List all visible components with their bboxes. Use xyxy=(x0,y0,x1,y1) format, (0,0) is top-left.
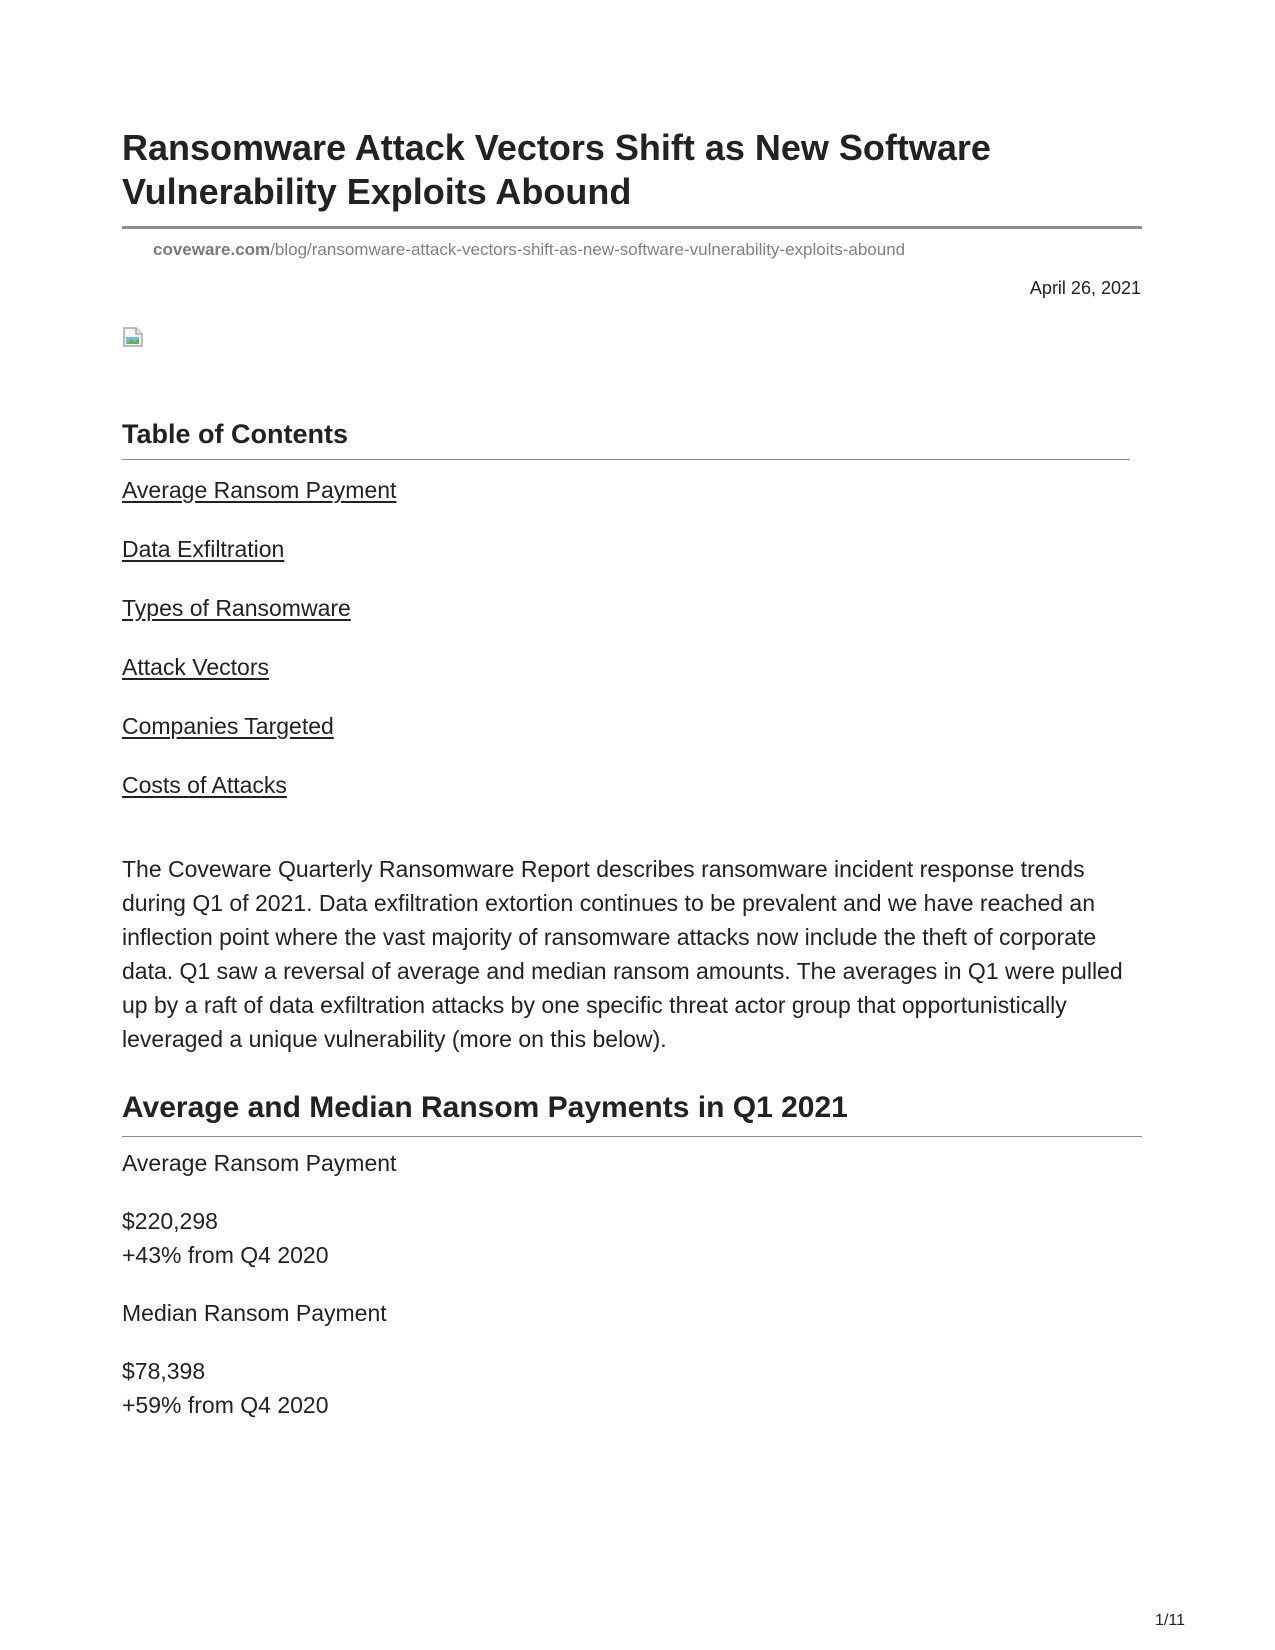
toc-heading: Table of Contents xyxy=(122,419,348,449)
section-divider xyxy=(122,1136,1142,1137)
source-url[interactable] xyxy=(153,240,905,260)
source-domain: coveware.com xyxy=(153,240,271,259)
toc-link-average-ransom-payment[interactable]: Average Ransom Payment xyxy=(122,477,397,503)
page-number: 1/11 xyxy=(1155,1612,1185,1629)
article-title: Ransomware Attack Vectors Shift as New Software Vulnerability Exploits Abound xyxy=(122,127,991,212)
broken-image-icon xyxy=(122,326,144,348)
toc-link-attack-vectors[interactable]: Attack Vectors xyxy=(122,654,270,680)
median-payment-change: +59% from Q4 2020 xyxy=(122,1392,329,1418)
toc-list xyxy=(122,476,396,830)
median-payment-value: $78,398 xyxy=(122,1358,206,1384)
toc-link-companies-targeted[interactable]: Companies Targeted xyxy=(122,713,334,739)
section-heading: Average and Median Ransom Payments in Q1 2021 xyxy=(122,1091,848,1124)
toc-item xyxy=(122,535,396,594)
toc-item xyxy=(122,712,396,771)
toc-item xyxy=(122,476,396,535)
average-payment-change: +43% from Q4 2020 xyxy=(122,1242,329,1268)
source-path: /blog/ransomware-attack-vectors-shift-as-new-software-vulnerability-exploits-abound xyxy=(270,240,906,259)
title-divider xyxy=(122,226,1142,229)
article-date: April 26, 2021 xyxy=(1029,278,1141,298)
average-payment-label: Average Ransom Payment xyxy=(122,1150,397,1176)
toc-item xyxy=(122,653,396,712)
intro-paragraph: The Coveware Quarterly Ransomware Report describes ransomware incident response trends during Q1 of 2021. Data exfiltration extortion continues to be prevalent and we have reached an inflection point where the vast majority of ransomware attacks now include the theft of corporate data. Q1 saw a reversal of average and median ransom amounts. The averages in Q1 were pulled up by a raft of data exfiltration attacks by one specific threat actor group that opportunistically leveraged a unique vulnerability (more on this below). xyxy=(122,856,1123,1052)
median-payment-label: Median Ransom Payment xyxy=(122,1300,387,1326)
toc-link-data-exfiltration[interactable]: Data Exfiltration xyxy=(122,536,285,562)
toc-link-types-of-ransomware[interactable]: Types of Ransomware xyxy=(122,595,351,621)
average-payment-value: $220,298 xyxy=(122,1208,218,1234)
toc-item xyxy=(122,594,396,653)
toc-link-costs-of-attacks[interactable]: Costs of Attacks xyxy=(122,772,287,798)
toc-item xyxy=(122,771,396,830)
toc-divider xyxy=(122,459,1130,460)
